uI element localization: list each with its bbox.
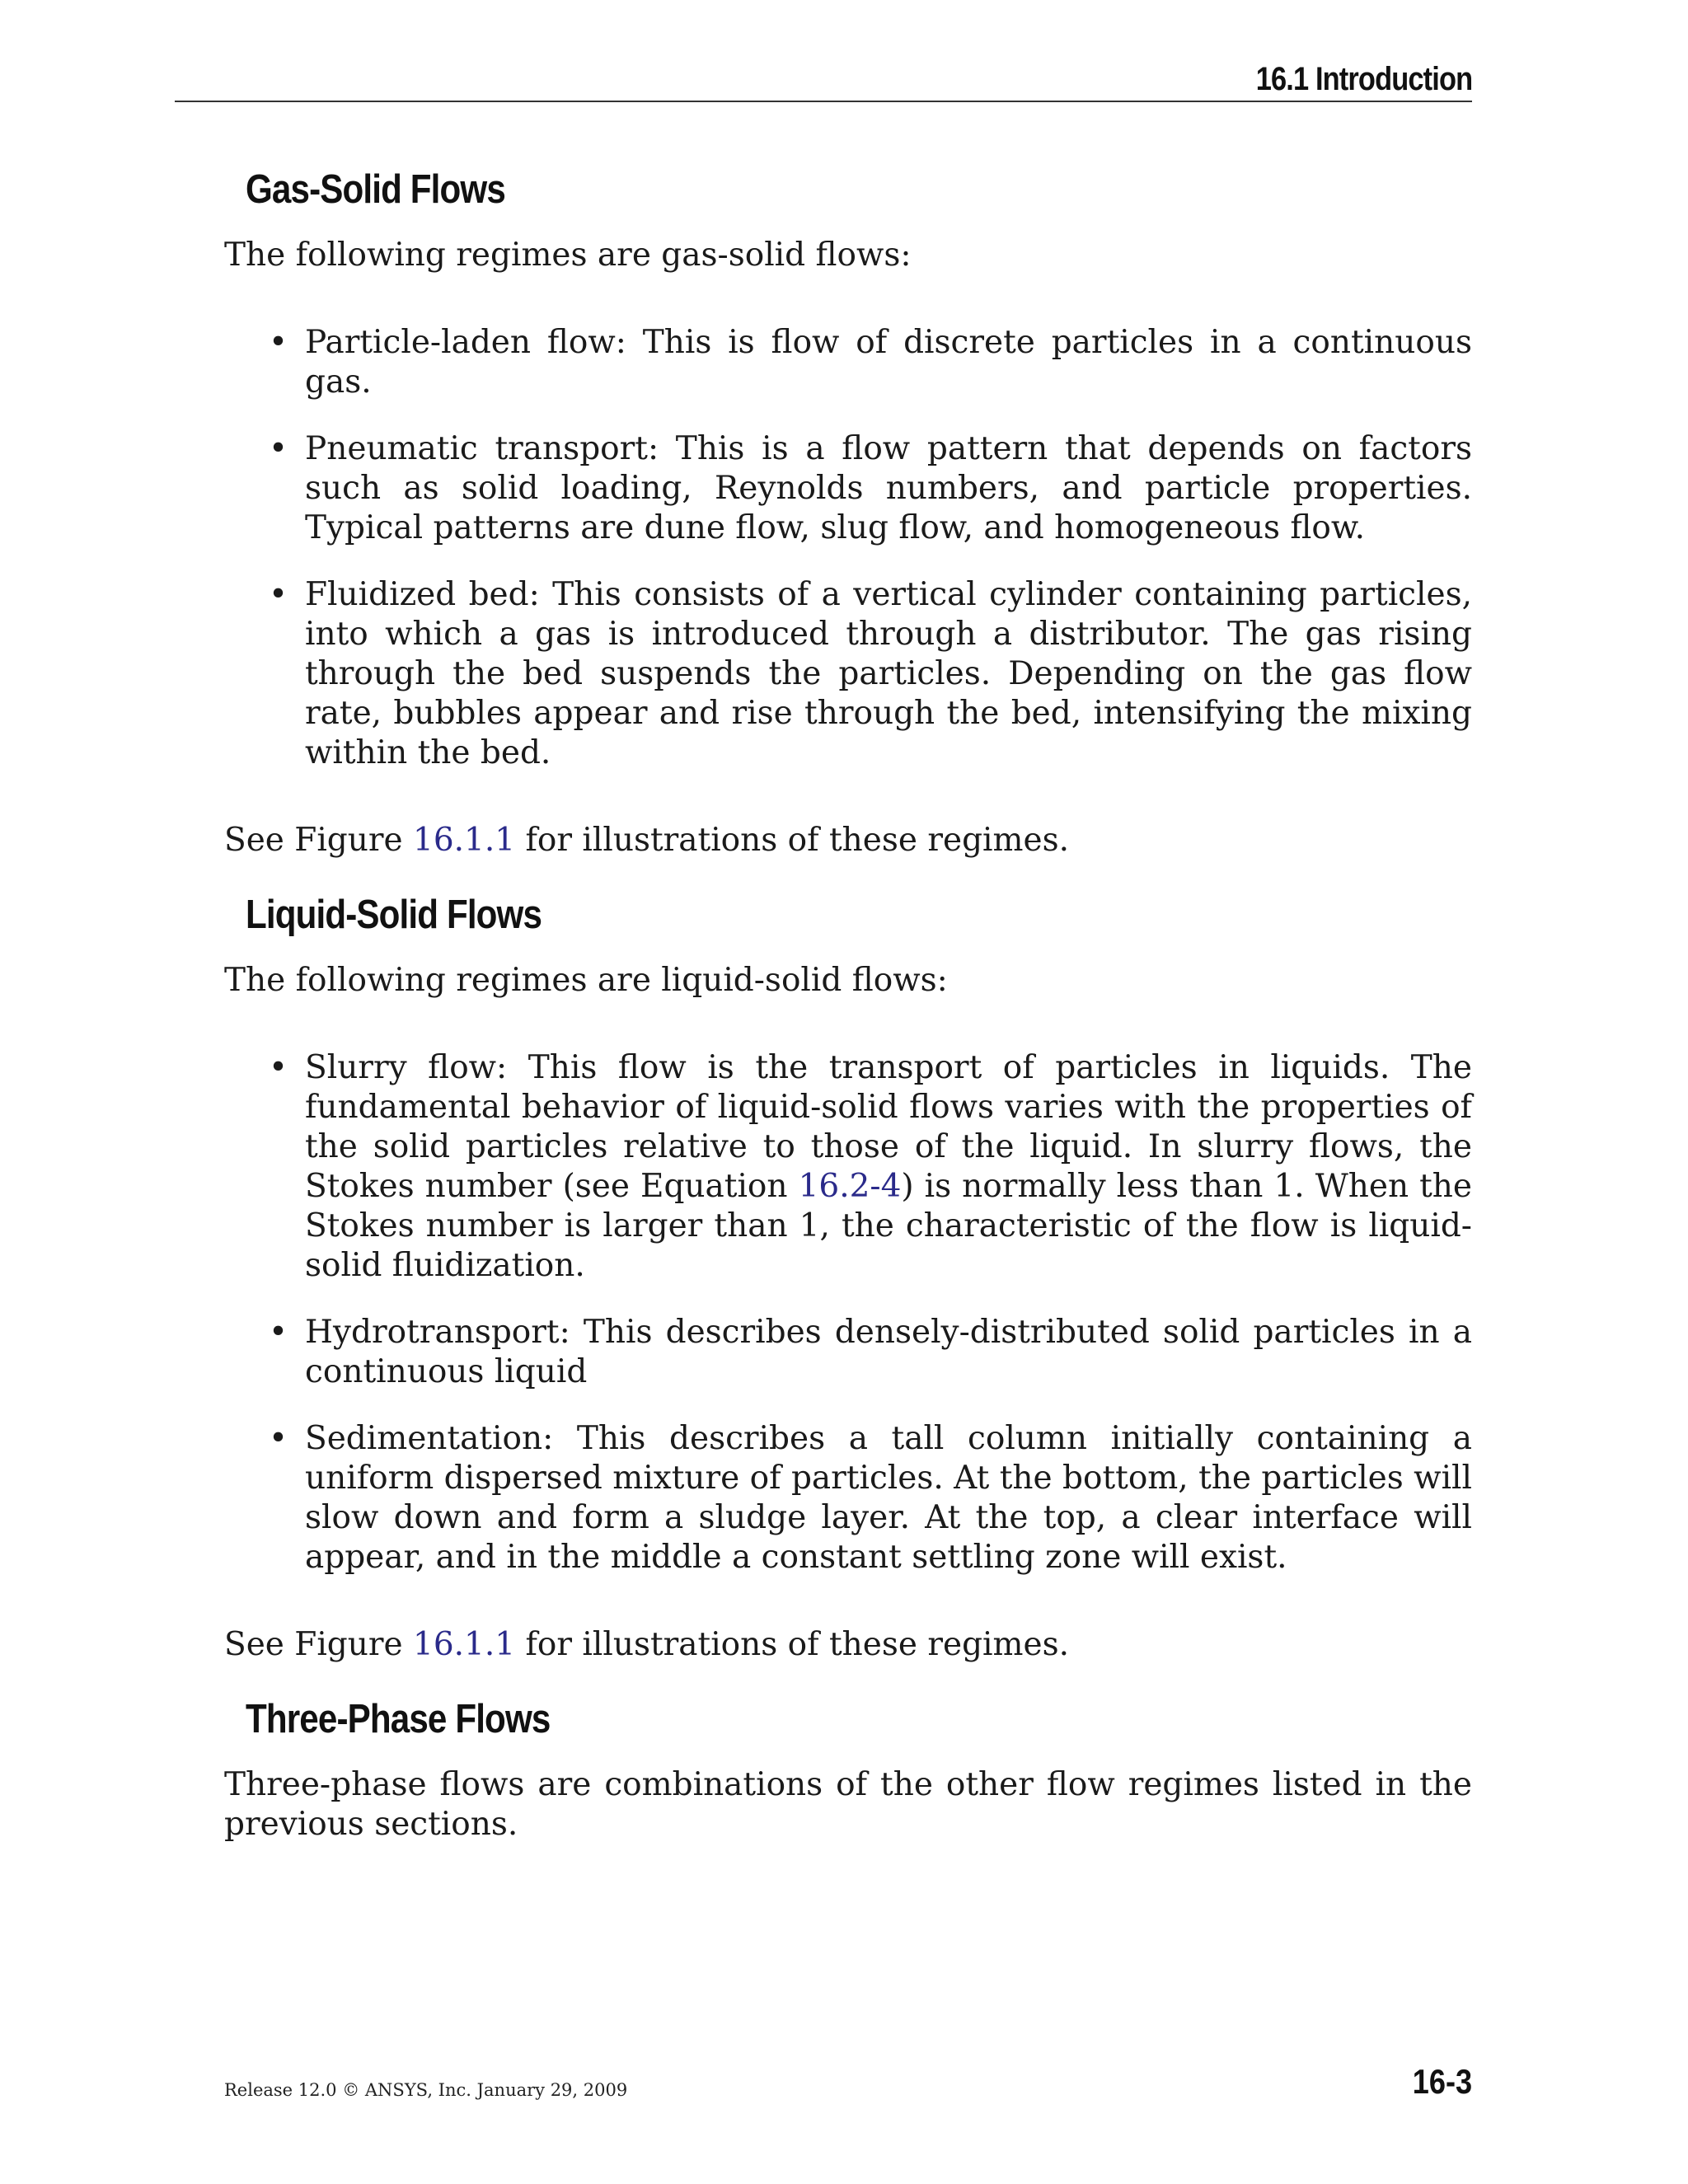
equation-link[interactable]: 16.2-4	[798, 1168, 902, 1205]
section-heading-gas-solid: Gas-Solid Flows	[246, 167, 505, 212]
list-item	[224, 1048, 1472, 1286]
list-item-text: Fluidized bed: This consists of a vertical cylinder containing particles, into which a gas is introduced through a distributor. The gas rising through the bed suspends the particles. Depending on the gas flow rate, bubbles appear and rise through the bed, intensifying the mixing within the bed.	[305, 576, 1472, 771]
list-item	[224, 323, 1472, 402]
list-item	[224, 575, 1472, 773]
figure-reference-paragraph	[224, 821, 1472, 860]
list-item-text: Sedimentation: This describes a tall column initially containing a uniform dispersed mixture of particles. At the bottom, the particles will slow down and form a sludge layer. At the top, a clear interface will appear, and in the middle a constant settling zone will exist.	[305, 1420, 1472, 1576]
running-header-title: 16.1 Introduction	[1255, 61, 1472, 97]
bullet-icon: •	[269, 1314, 288, 1351]
list-item	[224, 1313, 1472, 1392]
list-item	[224, 1419, 1472, 1577]
see-prefix: See Figure	[224, 1626, 414, 1663]
section-heading-liquid-solid: Liquid-Solid Flows	[246, 893, 542, 937]
bullet-icon: •	[269, 1420, 288, 1457]
regime-list	[224, 323, 1472, 773]
see-prefix: See Figure	[224, 822, 414, 859]
bullet-icon: •	[269, 1049, 288, 1086]
list-item-text-before: Slurry flow: This flow is the transport of particles in liquids. The fundamental behavior of liquid-solid flows varies with the properties of the solid particles relative to those of the liquid. In slurry flows, the Stokes number (see Equation	[305, 1049, 1472, 1205]
regime-list	[224, 1048, 1472, 1577]
figure-link[interactable]: 16.1.1	[413, 1626, 516, 1663]
section-intro: Three-phase flows are combinations of the other flow regimes listed in the previous sections.	[224, 1766, 1472, 1843]
figure-link[interactable]: 16.1.1	[413, 822, 516, 859]
bullet-icon: •	[269, 324, 288, 361]
page-number: 16-3	[1412, 2062, 1472, 2101]
figure-reference-paragraph	[224, 1625, 1472, 1665]
header-rule	[175, 101, 1472, 102]
list-item-text: Particle-laden flow: This is flow of discrete particles in a continuous gas.	[305, 324, 1472, 401]
list-item-text: Pneumatic transport: This is a flow pattern that depends on factors such as solid loading, Reynolds numbers, and particle properties. Typical patterns are dune flow, slug flow, and homogeneous flow.	[305, 430, 1472, 546]
bullet-icon: •	[269, 576, 288, 613]
list-item-text-after: ) is normally less than 1. When the Stokes number is larger than 1, the characteristic of the flow is liquid-solid fluidization.	[305, 1168, 1473, 1284]
see-suffix: for illustrations of these regimes.	[515, 1626, 1069, 1663]
section-heading-three-phase: Three-Phase Flows	[246, 1697, 551, 1741]
bullet-icon: •	[269, 430, 288, 467]
release-footer: Release 12.0 © ANSYS, Inc. January 29, 2009	[224, 2080, 628, 2100]
section-intro: The following regimes are liquid-solid flows:	[224, 962, 948, 999]
see-suffix: for illustrations of these regimes.	[515, 822, 1069, 859]
page-body	[224, 165, 1472, 1844]
section-intro: The following regimes are gas-solid flows:	[224, 237, 912, 274]
list-item-text: Hydrotransport: This describes densely-distributed solid particles in a continuous liquid	[305, 1314, 1472, 1390]
list-item	[224, 429, 1472, 548]
